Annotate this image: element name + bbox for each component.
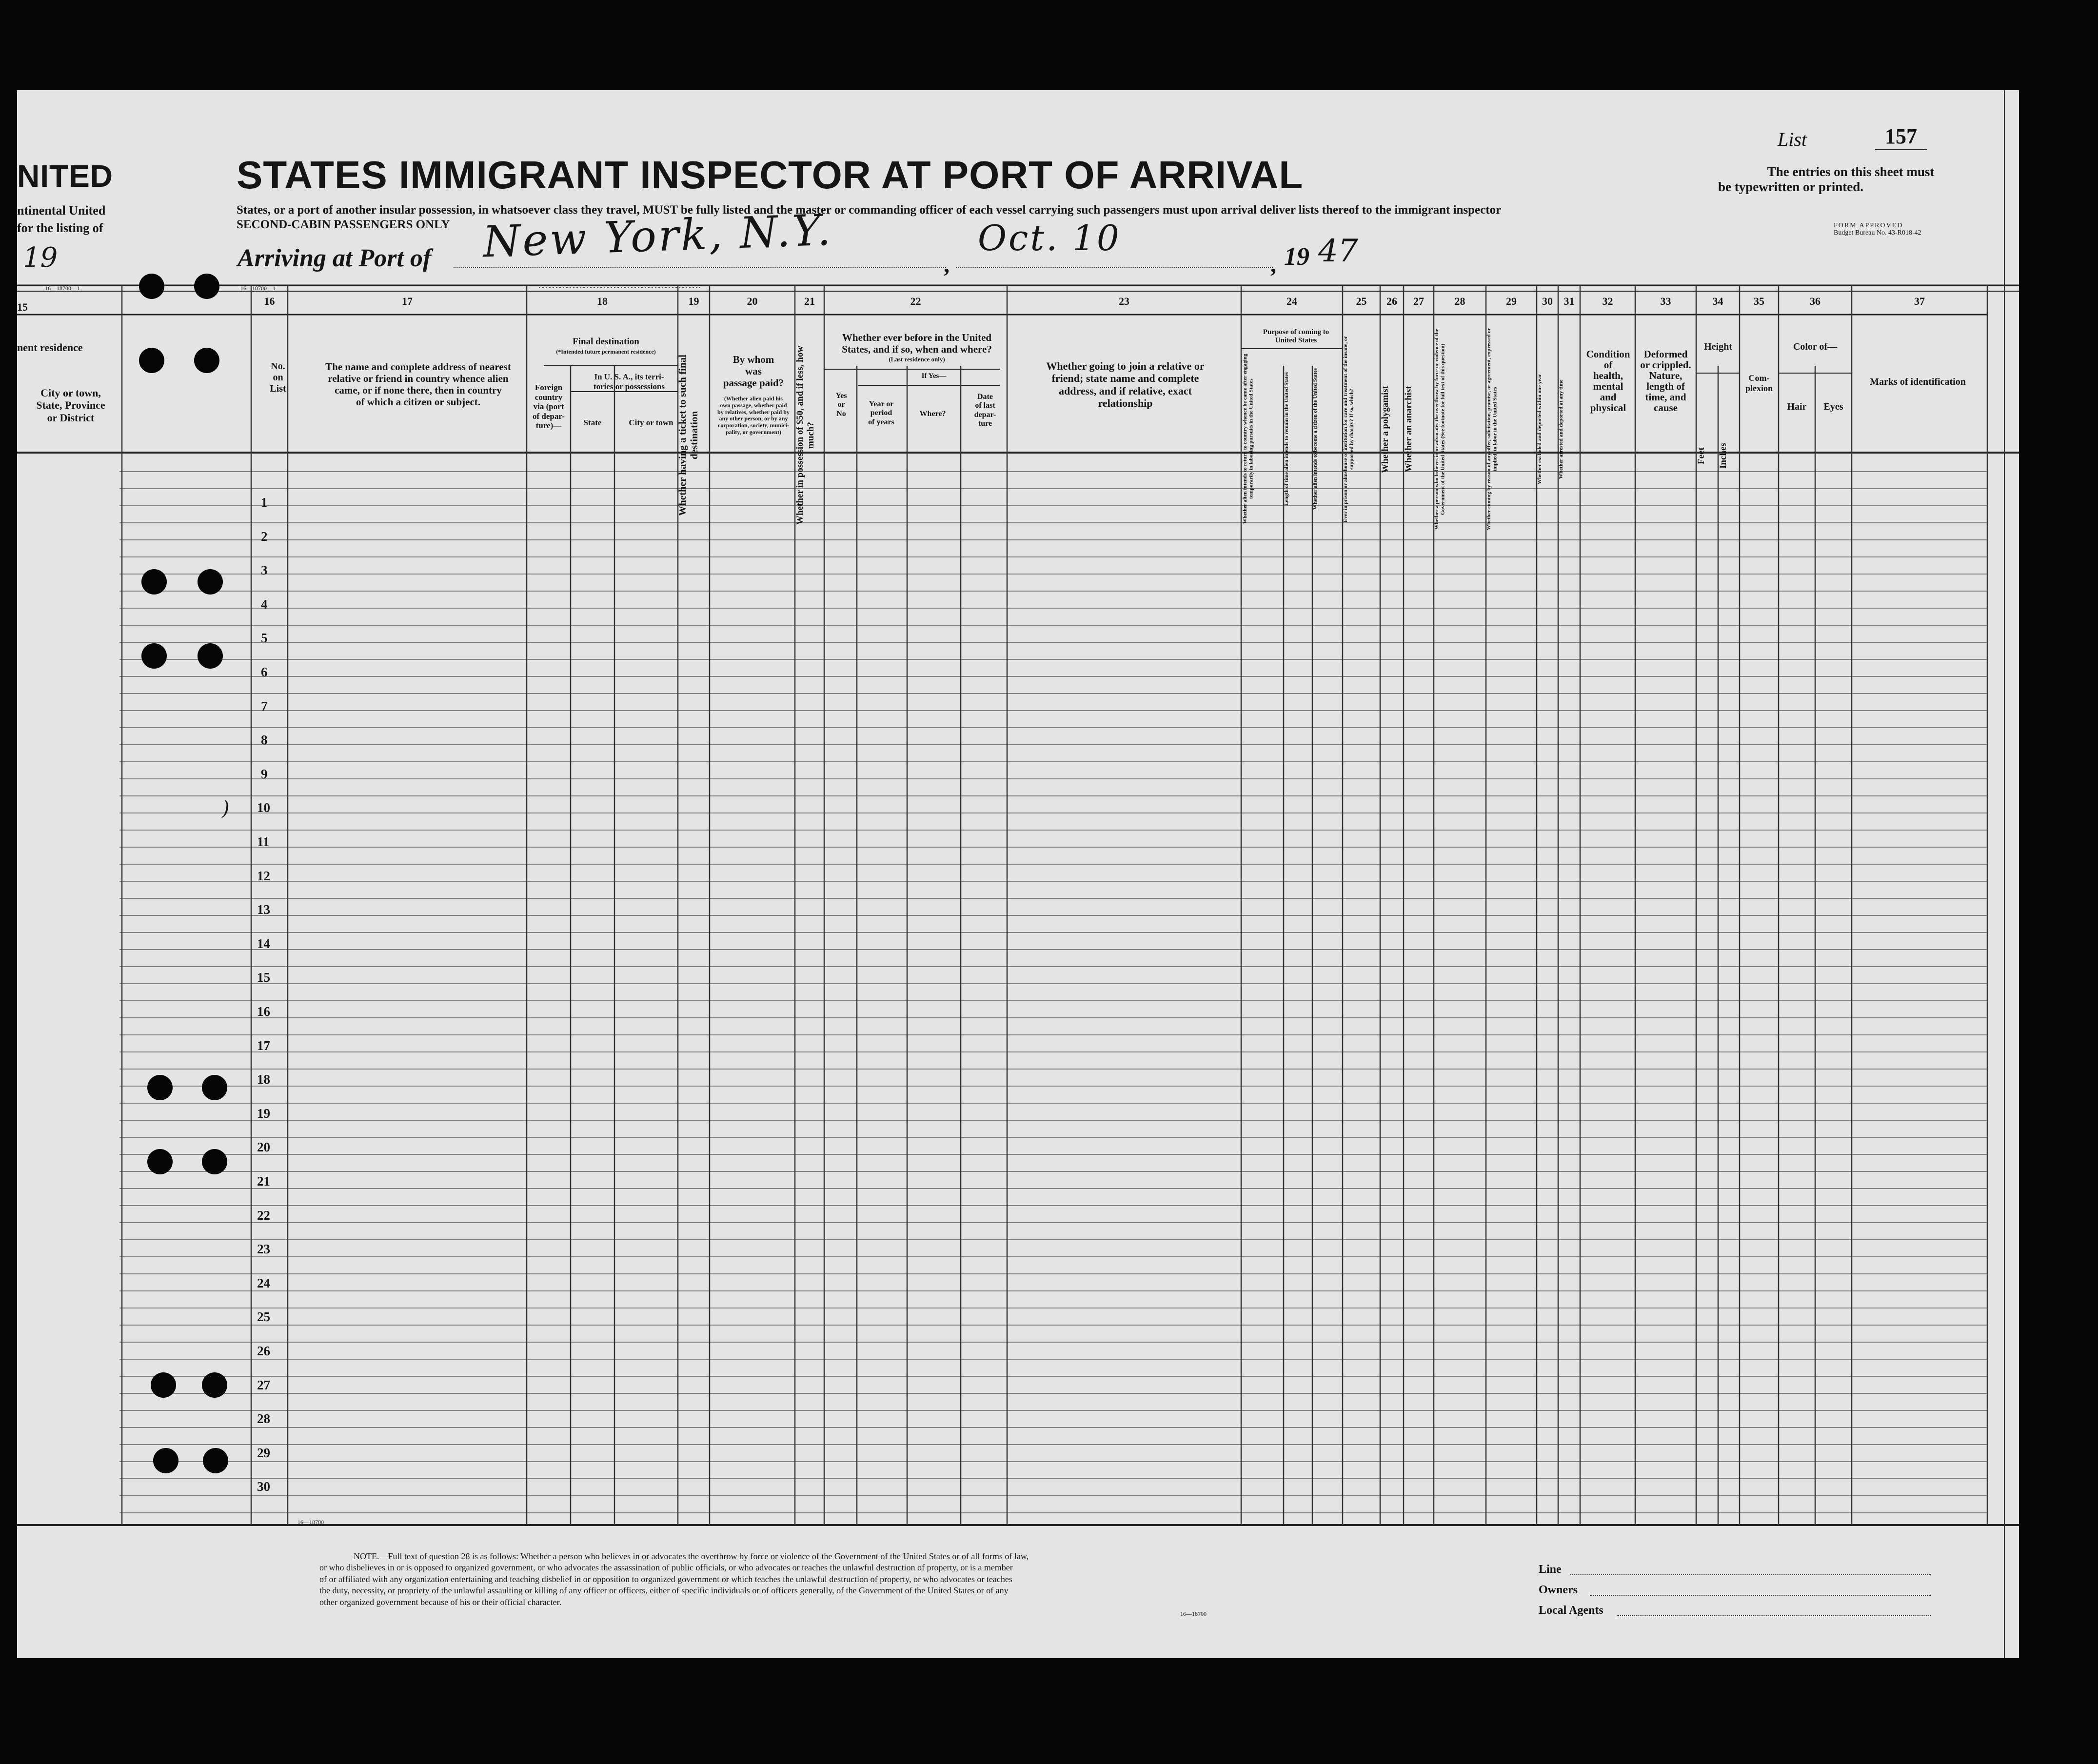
col32-line-2: of	[1603, 359, 1613, 371]
col22-where: Where?	[919, 410, 946, 418]
col20-note-1: (Whether alien paid his	[724, 395, 783, 402]
col34-title: Height	[1704, 341, 1732, 352]
col22-year-1: Year or	[869, 400, 894, 408]
col33-line-6: cause	[1654, 402, 1678, 414]
col17-line-4: of which a citizen or subject.	[356, 396, 481, 408]
form-code-1: 16—18700—1	[45, 285, 80, 292]
punch-hole	[198, 569, 223, 595]
col18-foreign-3: via (port	[533, 402, 564, 412]
footer-agents-label: Local Agents	[1539, 1604, 1603, 1617]
form-approved-line-2: Budget Bureau No. 43-R018-42	[1834, 229, 1921, 237]
col31-header: Whether arrested and deported at any time	[1558, 379, 1564, 479]
row-number: 29	[257, 1445, 270, 1460]
col32-line-4: mental	[1593, 380, 1623, 393]
col22-title-2: States, and if so, when and where?	[842, 343, 992, 356]
col18-state: State	[583, 418, 602, 427]
footnote	[319, 1551, 1029, 1608]
column-number-37: 37	[1914, 295, 1925, 307]
column-number-18: 18	[597, 295, 608, 307]
row-number: 17	[257, 1038, 270, 1053]
column-number-29: 29	[1506, 295, 1517, 307]
col20-note-4: any other person, or by any	[719, 415, 788, 422]
column-number-22: 22	[910, 295, 921, 307]
row-number: 21	[257, 1174, 270, 1189]
col22-no: No	[836, 409, 846, 418]
col33-line-2: or crippled.	[1640, 359, 1691, 371]
row-number: 14	[257, 936, 270, 951]
comma-1: ,	[944, 252, 950, 277]
col22-or: or	[837, 400, 845, 409]
col20-note-6: pality, or government)	[725, 428, 782, 436]
row-number: 16	[257, 1004, 270, 1019]
punch-hole	[202, 1372, 227, 1398]
col17-line-1: The name and complete address of nearest	[325, 361, 511, 373]
col24-a: Whether alien intends to return to country whence he came after engaging temporarily in laboring pursuits in the United States	[1242, 354, 1254, 524]
col16-line-3: List	[270, 383, 286, 394]
footer-owners-field[interactable]	[1590, 1595, 1931, 1596]
col22-title	[824, 332, 1009, 355]
column-number-16: 16	[264, 295, 275, 307]
col32-line-3: health,	[1593, 370, 1623, 382]
row-number: 27	[257, 1377, 270, 1392]
col20-header	[710, 354, 797, 389]
comma-2: ,	[1270, 252, 1276, 277]
column-number-21: 21	[804, 295, 815, 307]
row-number: 20	[257, 1140, 270, 1155]
col36-title: Color of—	[1793, 341, 1838, 352]
column-number-35: 35	[1754, 295, 1764, 307]
column-number-33: 33	[1660, 295, 1671, 307]
row-number: 6	[261, 665, 268, 679]
row-number: 24	[257, 1275, 270, 1290]
row-number: 2	[261, 529, 268, 544]
col22-title-1: Whether ever before in the United	[842, 332, 992, 343]
column-number-32: 32	[1602, 295, 1613, 307]
col33-line-5: time, and	[1645, 391, 1686, 403]
pencil-mark: )	[222, 797, 230, 820]
form-code-3: 16—18700	[297, 1519, 324, 1526]
row-number: 11	[257, 834, 270, 849]
column-number-26: 26	[1386, 295, 1397, 307]
column-number-30: 30	[1542, 295, 1553, 307]
col22-date-2: of last	[975, 401, 995, 410]
footer-line-label: Line	[1539, 1563, 1562, 1576]
col34-inches: Inches	[1718, 443, 1728, 469]
footnote-line-3: of or affiliated with any organization entertaining and teaching disbelief in or opposition to organized government or which teaches the unlawful destruction of property, or who advocates or teaches	[319, 1574, 1012, 1584]
punch-hole	[198, 643, 223, 669]
col22-year-2: period	[870, 409, 892, 417]
col34-feet: Feet	[1696, 447, 1706, 465]
footnote-line-5: other organized government because of his or their official character.	[319, 1597, 562, 1607]
column-number-31: 31	[1564, 295, 1575, 307]
col25-header: Ever in prison or almshouse or institution for care and treatment of the insane, or supported by charity? If so, which?	[1343, 336, 1355, 523]
col18-usa	[571, 372, 688, 391]
row-number: 18	[257, 1072, 270, 1087]
col24-title-1: Purpose of coming to	[1263, 328, 1329, 336]
left-city-line-3: or District	[47, 411, 95, 424]
typewritten-note	[1714, 164, 1987, 195]
col22-date-1: Date	[977, 393, 993, 401]
col18-foreign-2: country	[534, 392, 563, 402]
footnote-line-1: NOTE.—Full text of question 28 is as follows: Whether a person who believes in or advocates the overthrow by force or violence of the Government of the United States or of all forms of law,	[354, 1551, 1029, 1561]
form-grid	[17, 90, 2019, 1658]
column-number-19: 19	[688, 295, 699, 307]
left-subtitle-1: ntinental United	[17, 203, 106, 218]
form-approved-line-1: FORM APPROVED	[1834, 222, 1903, 229]
col32-line-5: and	[1600, 391, 1617, 403]
left-title-fragment: NITED	[17, 159, 113, 194]
row-number: 9	[261, 766, 268, 781]
col36-hair: Hair	[1787, 401, 1807, 412]
port-of-arrival: New York, N.Y.	[482, 204, 833, 267]
col30-header: Whether excluded and deported within one year	[1537, 374, 1543, 485]
column-number-23: 23	[1119, 295, 1129, 307]
punch-hole	[194, 348, 219, 373]
form-title: STATES IMMIGRANT INSPECTOR AT PORT OF ARRIVAL	[237, 153, 1304, 197]
row-number: 1	[261, 495, 268, 510]
col17-line-3: came, or if none there, then in country	[335, 384, 502, 396]
row-number: 15	[257, 970, 270, 985]
list-label	[1778, 128, 1807, 151]
col20-note	[710, 396, 797, 436]
col18-title: Final destination	[573, 337, 639, 347]
row-number: 25	[257, 1309, 270, 1325]
col32-line-1: Condition	[1586, 348, 1630, 360]
passenger-class: SECOND-CABIN PASSENGERS ONLY	[237, 218, 450, 231]
col22-subtitle: (Last residence only)	[889, 356, 945, 363]
footer-agents-field[interactable]	[1617, 1615, 1931, 1616]
col33-line-3: Nature,	[1649, 370, 1682, 382]
form-code-2: 16—18700—1	[240, 285, 276, 292]
col24-title-2: United States	[1275, 337, 1317, 345]
column-number-27: 27	[1413, 295, 1424, 307]
footnote-line-2: or who disbelieves in or is opposed to organized government, or who advocates the assassination of public officials, or who advocates or teaches the unlawful destruction of property, or is a member	[319, 1563, 1013, 1573]
col35-header	[1740, 373, 1779, 393]
col18-foreign-1: Foreign	[534, 383, 563, 392]
row-number: 5	[261, 631, 268, 646]
punch-hole	[147, 1149, 173, 1174]
footnote-line-4: the duty, necessity, or propriety of the unlawful assaulting or killing of any officer or officers, either of specific individuals or of officers generally, of the Government of the United States or of any	[319, 1586, 1009, 1596]
row-number: 8	[261, 733, 268, 748]
col23-line-4: relationship	[1098, 396, 1153, 409]
list-label-text: List	[1778, 128, 1807, 150]
punch-hole	[202, 1149, 227, 1174]
arrival-year: 47	[1318, 233, 1358, 269]
col20-note-2: own passage, whether paid	[720, 401, 787, 409]
col35-line-2: plexion	[1745, 383, 1773, 393]
col32-line-6: physical	[1590, 402, 1626, 414]
punch-hole	[147, 1075, 173, 1100]
col18-usa-2: tories or possessions	[593, 381, 665, 391]
date-underline	[956, 267, 1273, 268]
row-number: 7	[261, 698, 268, 714]
col37-header: Marks of identification	[1870, 377, 1966, 387]
col36-eyes: Eyes	[1823, 401, 1843, 412]
row-number: 26	[257, 1344, 270, 1358]
col16-line-2: on	[273, 372, 283, 383]
row-number: 10	[257, 800, 270, 815]
col22-date-3: depar-	[974, 410, 996, 419]
punch-hole	[203, 1448, 228, 1473]
punch-hole	[202, 1075, 227, 1100]
left-year-fragment: 19	[23, 242, 58, 274]
footer-owners-label: Owners	[1539, 1584, 1578, 1596]
col22-yesno	[827, 392, 856, 418]
punch-hole	[153, 1448, 178, 1473]
typewritten-line-1: The entries on this sheet must	[1767, 164, 1935, 179]
column-number-36: 36	[1810, 295, 1821, 307]
col23-line-1: Whether going to join a relative or	[1046, 360, 1205, 372]
row-number: 23	[257, 1242, 270, 1257]
col17-header	[288, 361, 549, 408]
column-number-20: 20	[747, 295, 758, 307]
col29-header: Whether coming by reason of any offer, solicitation, promise, or agreement, expressed or implied, to labor in the United States	[1486, 328, 1498, 531]
col24-c: Whether alien intends to become a citizen of the United States	[1312, 368, 1318, 510]
col22-ifyes: If Yes—	[921, 372, 947, 380]
col22-yes: Yes	[835, 392, 847, 400]
punch-hole	[151, 1372, 176, 1398]
col18-foreign-4: of depar-	[533, 411, 565, 421]
manifest-sheet	[17, 90, 2019, 1658]
col16-line-1: No.	[271, 361, 285, 372]
row-number: 28	[257, 1411, 270, 1427]
col24-b: Length of time alien intends to remain in the United States	[1284, 372, 1289, 506]
row-number: 4	[261, 596, 268, 612]
row-number: 3	[261, 563, 268, 578]
arriving-label: Arriving at Port of	[238, 244, 432, 272]
row-number: 19	[257, 1106, 270, 1121]
col18-foreign	[527, 383, 571, 431]
punch-hole	[194, 274, 219, 299]
left-city-line-2: State, Province	[36, 399, 105, 412]
col20-note-3: by relatives, whether paid by	[717, 408, 790, 416]
left-residence-label: nent residence	[17, 341, 83, 354]
col24-title	[1241, 328, 1351, 345]
form-approved	[1834, 222, 1921, 237]
typewritten-line-2: be typewritten or printed.	[1718, 179, 1863, 195]
list-number: 157	[1875, 124, 1927, 150]
col20-line-1: By whom	[732, 354, 774, 365]
punch-hole	[141, 569, 167, 595]
col28-header: Whether a person who believes in or advocates the overthrow by force or violence of the Government of the United States (See footnote for full text of this question)	[1434, 329, 1446, 530]
column-number-28: 28	[1454, 295, 1465, 307]
punch-hole	[141, 643, 167, 669]
col33-line-4: length of	[1646, 380, 1685, 393]
row-number: 13	[257, 902, 270, 917]
row-number: 22	[257, 1208, 270, 1223]
left-col-15: 15	[17, 301, 28, 313]
intro-text: States, or a port of another insular possession, in whatsoever class they travel, MUST be fully listed and the master or commanding officer of each vessel carrying such passengers must upon arrival deliver lists thereof to the immigrant inspector	[237, 203, 1502, 217]
col23-line-3: address, and if relative, exact	[1059, 384, 1192, 397]
column-number-34: 34	[1712, 295, 1723, 307]
col18-foreign-5: ture)—	[535, 421, 562, 431]
footer-line-field[interactable]	[1570, 1574, 1931, 1575]
col18-usa-1: In U. S. A., its terri-	[594, 372, 664, 381]
form-code-4: 16—18700	[1180, 1610, 1207, 1617]
arrival-date: Oct. 10	[978, 218, 1121, 258]
col32-header	[1580, 349, 1636, 413]
col23-header	[1009, 360, 1241, 409]
col20-line-2: was	[745, 365, 762, 377]
column-number-24: 24	[1287, 295, 1297, 307]
col35-line-1: Com-	[1748, 373, 1770, 383]
col27-header: Whether an anarchist	[1404, 386, 1414, 473]
col23-line-2: friend; state name and complete	[1051, 372, 1199, 385]
col19-header: Whether having a ticket to such final destination	[676, 355, 700, 516]
col20-line-3: passage paid?	[723, 377, 784, 389]
left-city-label	[17, 387, 124, 424]
column-number-17: 17	[402, 295, 413, 307]
row-number: 30	[257, 1479, 270, 1494]
column-number-25: 25	[1356, 295, 1367, 307]
col21-header: Whether in possession of $50, and if less, how much?	[795, 345, 816, 525]
col26-header: Whether a polygamist	[1380, 385, 1390, 473]
col17-line-2: relative or friend in country whence alien	[328, 373, 509, 385]
col18-city: City or town	[629, 418, 673, 427]
port-underline	[454, 267, 946, 268]
col22-date	[961, 393, 1009, 429]
col22-year-3: of years	[868, 417, 894, 426]
left-city-line-1: City or town,	[40, 387, 101, 399]
col22-year	[857, 400, 906, 427]
left-subtitle-2: for the listing of	[17, 221, 103, 235]
col22-date-4: ture	[978, 419, 992, 428]
col33-header	[1635, 349, 1696, 413]
punch-hole	[139, 348, 164, 373]
row-number: 12	[257, 868, 270, 883]
col18-subtitle: (*Intended future permanent residence)	[556, 348, 656, 355]
punch-hole	[139, 274, 164, 299]
year-prefix: 19	[1284, 243, 1309, 271]
col20-note-5: corporation, society, munici-	[718, 422, 789, 429]
col33-line-1: Deformed	[1643, 348, 1688, 360]
